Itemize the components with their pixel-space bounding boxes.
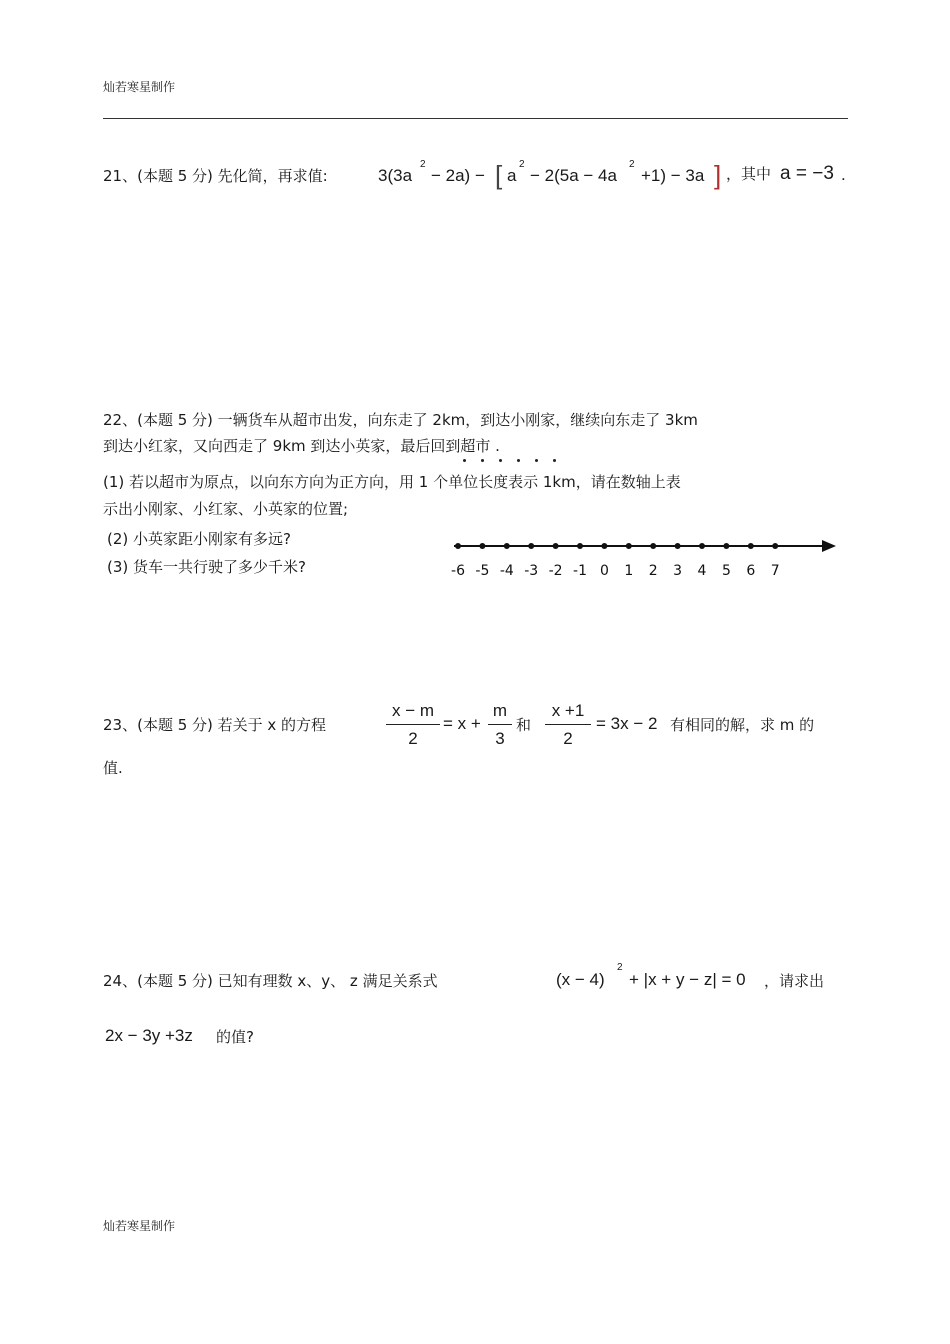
number-line-point: [577, 543, 583, 549]
q24-prefix: 24、(本题 5 分) 已知有理数 x、y、 z 满足关系式: [103, 972, 438, 990]
q24-expr-a: (x − 4): [556, 970, 605, 989]
q23-fraction-1-numerator: x − m: [391, 701, 435, 720]
number-line-point: [748, 543, 754, 549]
q23-fraction-1-denominator: 2: [408, 729, 418, 748]
q24-expr-b: + |x + y − z| = 0: [629, 970, 746, 989]
number-line-point: [601, 543, 607, 549]
q23-fraction-2-numerator: m: [492, 701, 508, 720]
number-line-point: [699, 543, 705, 549]
q23-fraction-2: [488, 701, 512, 749]
number-line-point: [626, 543, 632, 549]
q24-line-2-text: 的值?: [216, 1028, 254, 1046]
number-line-label: -4: [499, 563, 514, 579]
q23-equals-2: = 3x − 2: [596, 714, 658, 733]
q21-bracket-close: ]: [714, 160, 722, 190]
number-line-label: -5: [475, 563, 490, 579]
q22-sub-2: (2) 小英家距小刚家有多远?: [107, 530, 291, 548]
number-line-label: 7: [770, 563, 780, 579]
q21-expr-c: a: [507, 166, 517, 185]
q21-sup-2: 2: [519, 159, 525, 170]
q21-sup-1: 2: [420, 159, 426, 170]
q24-sup: 2: [617, 962, 623, 973]
q21-bracket-open: [: [495, 160, 503, 190]
number-line-label: 6: [746, 563, 756, 579]
q21-suffix: ，其中: [726, 165, 772, 183]
page-footer: 灿若寒星制作: [103, 1219, 176, 1233]
q21-expr-b: − 2a) −: [431, 166, 485, 185]
number-line-point: [772, 543, 778, 549]
q21-expr-a: 3(3a: [378, 166, 413, 185]
q23-fraction-1: [386, 701, 440, 749]
number-line-label: -2: [548, 563, 563, 579]
q21-expr-d: − 2(5a − 4a: [530, 166, 617, 185]
number-line-point: [553, 543, 559, 549]
q24-line-2-expr: 2x − 3y +3z: [105, 1026, 193, 1045]
q22-line-2: 到达小红家，又向西走了 9km 到达小英家，最后回到超市 .: [103, 437, 500, 455]
q23-prefix: 23、(本题 5 分) 若关于 x 的方程: [103, 716, 327, 734]
q21-sup-3: 2: [629, 159, 635, 170]
header-rule: [103, 118, 848, 119]
page-header: 灿若寒星制作: [103, 80, 176, 94]
number-line-point: [455, 543, 461, 549]
number-line-label: 3: [673, 563, 683, 579]
number-line-label: -1: [573, 563, 587, 579]
number-line-arrow: [822, 540, 836, 552]
number-line: [440, 526, 850, 586]
q23-line-2: 值.: [103, 759, 123, 777]
number-line-point: [504, 543, 510, 549]
q23-suffix: 有相同的解，求 m 的: [670, 716, 815, 734]
q23-fraction-3-numerator: x +1: [551, 701, 585, 720]
q23-fraction-3-denominator: 2: [563, 729, 573, 748]
number-line-point: [479, 543, 485, 549]
q22-sub-1-line-2: 示出小刚家、小红家、小英家的位置;: [103, 500, 349, 518]
q23-and: 和: [516, 716, 532, 734]
number-line-label: 4: [697, 563, 707, 579]
q21-prefix: 21、(本题 5 分) 先化简，再求值:: [103, 167, 328, 185]
q23-fraction-2-denominator: 3: [495, 729, 505, 748]
number-line-point: [650, 543, 656, 549]
number-line-label: -3: [524, 563, 539, 579]
number-line-label: 1: [624, 563, 634, 579]
q23-equals-1: = x +: [443, 714, 481, 733]
q23-fraction-3: [545, 701, 591, 749]
number-line-point: [675, 543, 681, 549]
q21-condition: a = −3: [780, 163, 834, 184]
q24-suffix: ，请求出: [764, 972, 825, 990]
number-line-label: 0: [599, 563, 609, 579]
q21-expr-e: +1) − 3a: [641, 166, 705, 185]
q22-line-1: 22、(本题 5 分) 一辆货车从超市出发，向东走了 2km，到达小刚家，继续向东走了 3km: [103, 411, 698, 429]
number-line-label: 2: [648, 563, 658, 579]
number-line-label: -6: [451, 563, 465, 579]
number-line-point: [528, 543, 534, 549]
q22-sub-1-line-1: (1) 若以超市为原点，以向东方向为正方向，用 1 个单位长度表示 1km，请在数轴上表: [103, 473, 681, 491]
number-line-label: 5: [721, 563, 731, 579]
number-line-point: [723, 543, 729, 549]
q22-sub-3: (3) 货车一共行驶了多少千米?: [107, 558, 306, 576]
q21-period: .: [841, 165, 846, 184]
